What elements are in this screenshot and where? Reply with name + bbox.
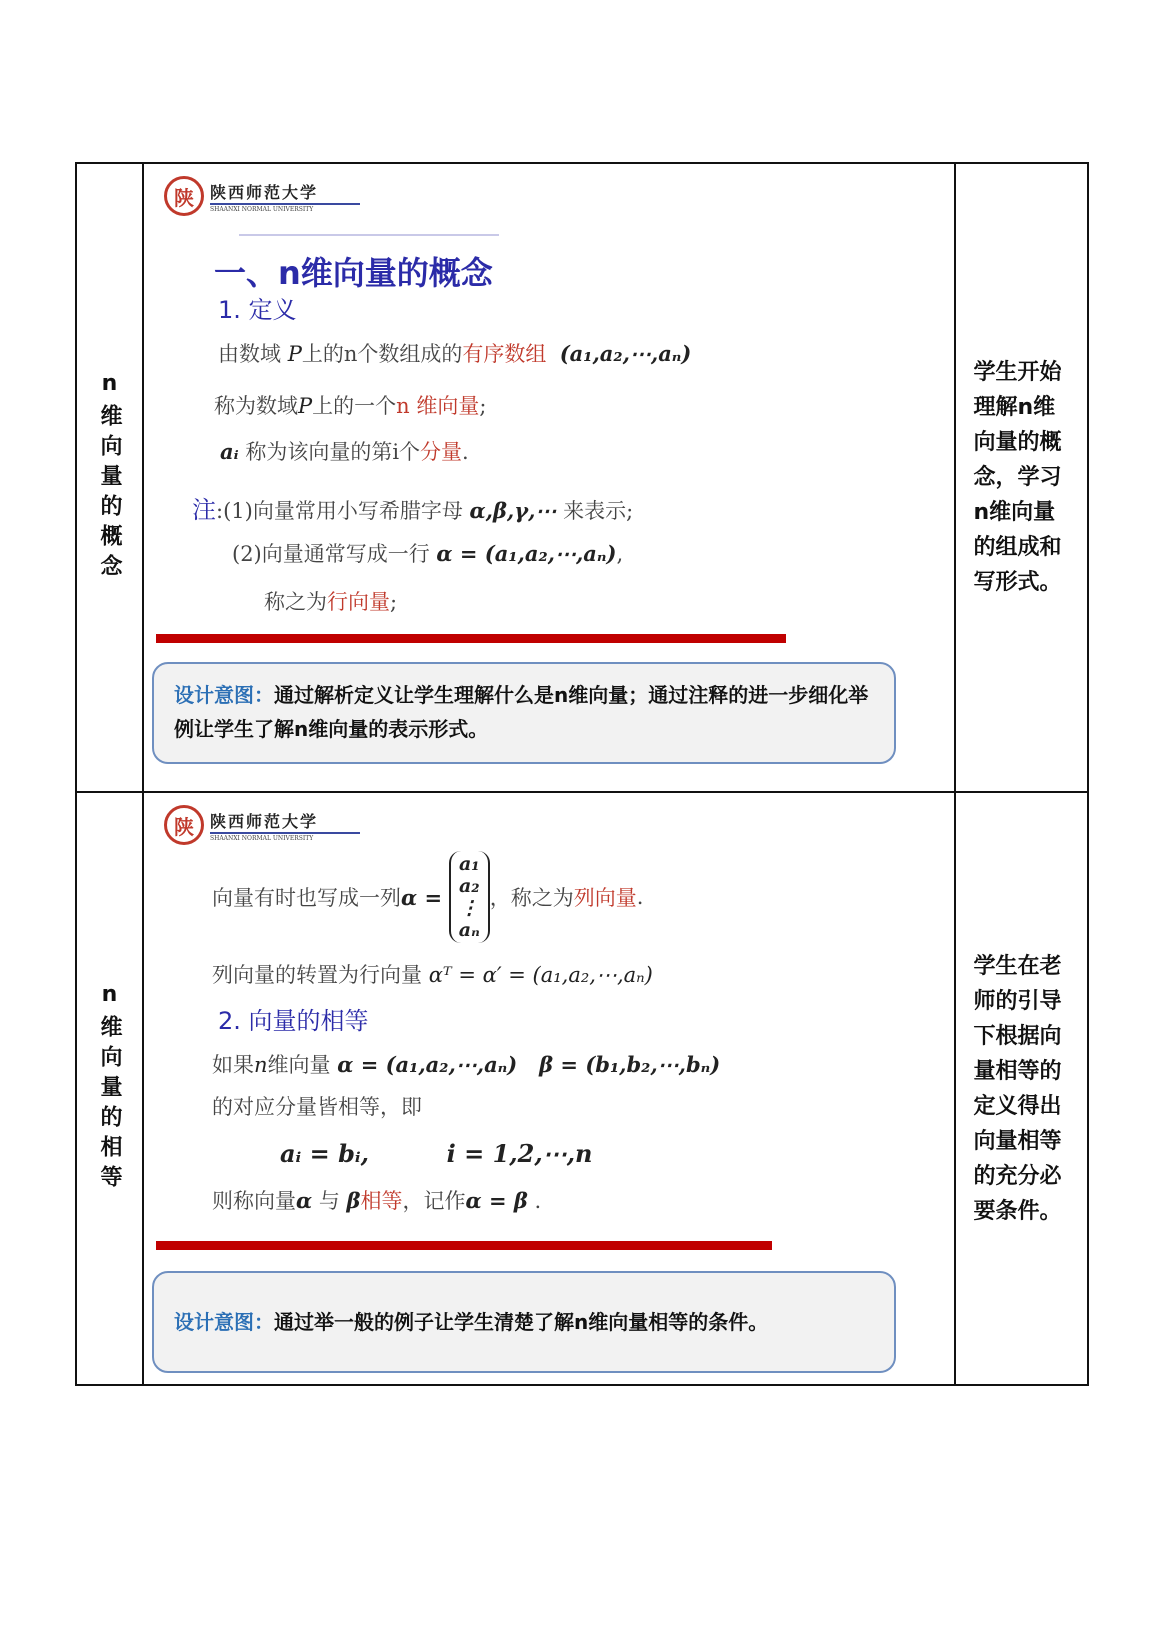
note-line-3: 称之为行向量; bbox=[264, 590, 398, 614]
definition-line-1: 由数域 P上的n个数组成的有序数组 (a₁,a₂,⋯,aₙ) bbox=[218, 341, 692, 366]
design-intent-box bbox=[152, 662, 896, 764]
university-logo bbox=[164, 805, 944, 845]
equality-line-1: 如果n维向量 α = (a₁,a₂,⋯,aₙ) β = (b₁,b₂,⋯,bₙ) bbox=[212, 1052, 721, 1077]
design-intent-box bbox=[152, 1271, 896, 1373]
condition-line: aᵢ = bᵢ, i = 1,2,⋯,n bbox=[280, 1139, 593, 1168]
note-line-2: (2)向量通常写成一行 α = (a₁,a₂,⋯,aₙ), bbox=[232, 541, 624, 566]
student-note: 学生在老师的引导下根据向量相等的定义得出向量相等的充分必要条件。 bbox=[973, 953, 1062, 1224]
transpose-line: 列向量的转置为行向量 αᵀ = α′ = (a₁,a₂,⋯,aₙ) bbox=[212, 963, 653, 987]
definition-line-3: aᵢ 称为该向量的第i个分量. bbox=[220, 439, 469, 464]
student-note-cell bbox=[956, 793, 1087, 1384]
row-title-cell bbox=[77, 793, 144, 1384]
slide-heading: 一、n维向量的概念 bbox=[214, 254, 493, 292]
design-intent-text: 通过举一般的例子让学生清楚了解n维向量相等的条件。 bbox=[274, 1310, 769, 1334]
logo-name: 陕西师范大学 bbox=[210, 811, 319, 831]
university-seal-icon: 陕 bbox=[164, 805, 204, 845]
logo-subtitle: SHAANXI NORMAL UNIVERSITY bbox=[210, 203, 360, 213]
note-line-1: 注:(1)向量常用小写希腊字母 α,β,γ,⋯ 来表示; bbox=[192, 496, 634, 524]
equality-conclusion-line: 则称向量α 与 β相等，记作α = β . bbox=[212, 1188, 542, 1213]
student-note-cell bbox=[956, 164, 1087, 791]
row-title: n维向量的相等 bbox=[97, 982, 122, 1195]
row-title-cell bbox=[77, 164, 144, 791]
slide-subheading: 2. 向量的相等 bbox=[218, 1007, 369, 1035]
slide-red-bar bbox=[156, 634, 786, 643]
slide-subheading: 1. 定义 bbox=[218, 296, 297, 324]
logo-name: 陕西师范大学 bbox=[210, 182, 319, 202]
slide-cell bbox=[144, 164, 956, 791]
definition-line-2: 称为数域P上的一个n 维向量; bbox=[214, 394, 487, 418]
table-row bbox=[77, 791, 1087, 1384]
design-intent-text: 通过解析定义让学生理解什么是n维向量；通过注释的进一步细化举例让学生了解n维向量的表示形式。 bbox=[174, 683, 869, 741]
lesson-table bbox=[75, 162, 1089, 1386]
slide-red-bar bbox=[156, 1241, 772, 1250]
slide-cell bbox=[144, 793, 956, 1384]
table-row bbox=[77, 164, 1087, 791]
row-title: n维向量的概念 bbox=[97, 371, 122, 584]
column-vector: a₁ a₂ ⋮ aₙ bbox=[449, 851, 490, 943]
header-divider bbox=[239, 234, 499, 236]
equality-line-2: 的对应分量皆相等，即 bbox=[212, 1095, 422, 1119]
student-note: 学生开始理解n维向量的概念，学习n维向量的组成和写形式。 bbox=[973, 360, 1062, 595]
slide-image bbox=[164, 805, 944, 1245]
university-seal-icon: 陕 bbox=[164, 176, 204, 216]
slide-image bbox=[164, 176, 944, 656]
design-intent-label: 设计意图： bbox=[174, 1310, 274, 1334]
column-vector-line: 向量有时也写成一列 α = a₁ a₂ ⋮ aₙ ，称之为 列向量 . bbox=[212, 853, 644, 941]
design-intent-label: 设计意图： bbox=[174, 683, 274, 707]
logo-subtitle: SHAANXI NORMAL UNIVERSITY bbox=[210, 832, 360, 842]
university-logo bbox=[164, 176, 944, 216]
